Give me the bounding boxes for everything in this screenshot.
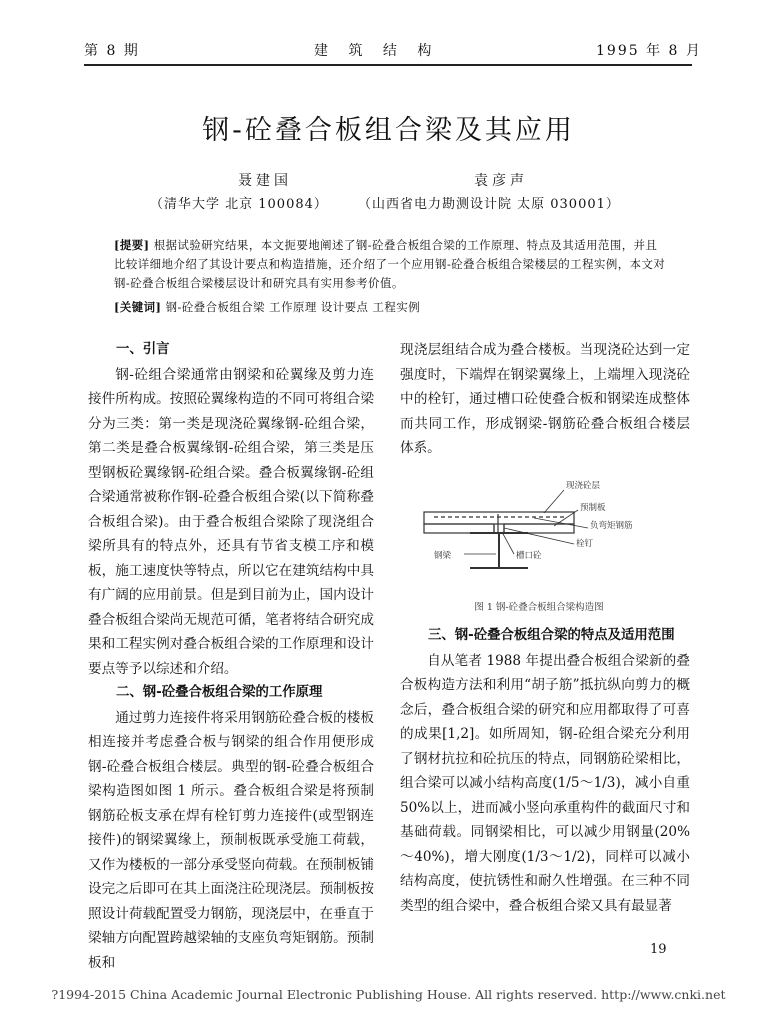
- author-2-affiliation: （山西省电力勘测设计院 太原 030001）: [358, 197, 620, 212]
- header-date: 1995 年 8 月: [596, 43, 702, 59]
- section-2-paragraph: 通过剪力连接件将采用钢筋砼叠合板的楼板相连接并考虑叠合板与钢梁的组合作用便形成钢-砼叠合板组合楼层。典型的钢-砼叠合板组合梁构造图如图 1 所示。叠合板组合梁是将预制钢筋砼板支承在焊有栓钉剪力连接件(或型钢连接件)的钢梁翼缘上，预制板既承受施工荷载，又作为楼板的一部分承受竖向荷载。在预制板铺设完之后即可在其上面浇注砼现浇层。预制板按照设计荷载配置受力钢筋，现浇层中，在垂直于梁轴方向配置跨越梁轴的支座负弯矩钢筋。预制板和: [88, 709, 374, 971]
- figure-1-diagram: [404, 470, 674, 620]
- header-rule: [84, 64, 692, 66]
- precast-slab-left: [424, 524, 494, 533]
- article-title: 钢-砼叠合板组合梁及其应用: [202, 115, 575, 146]
- label-cast-layer: 现浇砼层: [566, 481, 601, 491]
- figure-1-caption: 图 1 钢-砼叠合板组合梁构造图: [474, 602, 604, 613]
- precast-slab-right: [504, 524, 574, 533]
- abstract-label: [提要]: [114, 238, 150, 252]
- continued-paragraph: 现浇层组结合成为叠合楼板。当现浇砼达到一定强度时，下端焊在钢梁翼缘上，上端埋入现浇砼中的栓钉，通过槽口砼使叠合板和钢梁连成整体而共同工作，形成钢梁-钢筋砼叠合板组合楼层体系。: [400, 342, 690, 456]
- author-1-name: 聂建国: [238, 173, 292, 189]
- author-1-affiliation: （清华大学 北京 100084）: [150, 197, 328, 212]
- page-number: 19: [650, 942, 667, 957]
- label-trough: 槽口砼: [516, 551, 542, 561]
- header-issue: 第 8 期: [84, 43, 140, 59]
- right-column-top: [400, 338, 690, 461]
- label-precast-slab: 预制板: [580, 503, 606, 513]
- header-journal: 建 筑 结 构: [314, 43, 440, 59]
- section-1-heading: 一、引言: [116, 342, 170, 357]
- label-stud: 栓钉: [576, 539, 594, 549]
- label-rebar: 负弯矩钢筋: [590, 521, 633, 531]
- section-1-paragraph: 钢-砼组合梁通常由钢梁和砼翼缘及剪力连接件所构成。按照砼翼缘构造的不同可将组合梁分为三类：第一类是现浇砼翼缘钢-砼组合梁，第二类是叠合板翼缘钢-砼组合梁，第三类是压型钢板砼翼缘钢-砼组合梁。叠合板翼缘钢-砼组合梁通常被称作钢-砼叠合板组合梁(以下简称叠合板组合梁)。由于叠合板组合梁除了现浇组合梁所具有的特点外，还具有节省支模工序和模板，施工速度快等特点，所以它在建筑结构中具有广阔的应用前景。但是到目前为止，国内设计叠合板组合梁尚无规范可循，笔者将结合研究成果和工程实例对叠合板组合梁的工作原理和设计要点等予以综述和介绍。: [88, 366, 374, 677]
- keywords-text: 钢-砼叠合板组合梁 工作原理 设计要点 工程实例: [165, 300, 421, 314]
- left-column: [88, 338, 374, 975]
- section-3-paragraph: 自从笔者 1988 年提出叠合板组合梁新的叠合板构造方法和利用“胡子筋”抵抗纵向剪力的概念后，叠合板组合梁的研究和应用都取得了可喜的成果[1,2]。如所周知，钢-砼组合梁充分利用了钢材抗拉和砼抗压的特点，同钢筋砼梁相比，组合梁可以减小结构高度(1/5～1/3)，减小自重 50%以上，进而减小竖向承重构件的截面尺寸和基础荷载。同钢梁相比，可以减少用钢量(20%～40%)，增大刚度(1/3～1/2)，同样可以减小结构高度，使抗锈性和耐久性增强。在三种不同类型的组合梁中，叠合板组合梁又具有最显著: [400, 652, 690, 914]
- label-steel-beam: 钢梁: [434, 551, 452, 561]
- section-2-heading: 二、钢-砼叠合板组合梁的工作原理: [116, 685, 323, 700]
- abstract-text: 根据试验研究结果，本文扼要地阐述了钢-砼叠合板组合梁的工作原理、特点及其适用范围，并且比较详细地介绍了其设计要点和构造措施，还介绍了一个应用钢-砼叠合板组合梁楼层的工程实例，本文对钢-砼叠合板组合梁楼层设计和研究具有实用参考价值。: [114, 238, 666, 290]
- author-2-name: 袁彦声: [474, 173, 528, 189]
- cast-in-place-layer: [424, 512, 574, 524]
- right-column-bottom: [400, 624, 690, 918]
- abstract: [114, 236, 666, 293]
- keywords: [114, 298, 666, 317]
- keywords-label: [关键词]: [114, 300, 162, 314]
- section-3-heading: 三、钢-砼叠合板组合梁的特点及适用范围: [428, 628, 675, 643]
- copyright-footer: ?1994-2015 China Academic Journal Electronic Publishing House. All rights reserved. http://www.cnki.net: [51, 987, 726, 1002]
